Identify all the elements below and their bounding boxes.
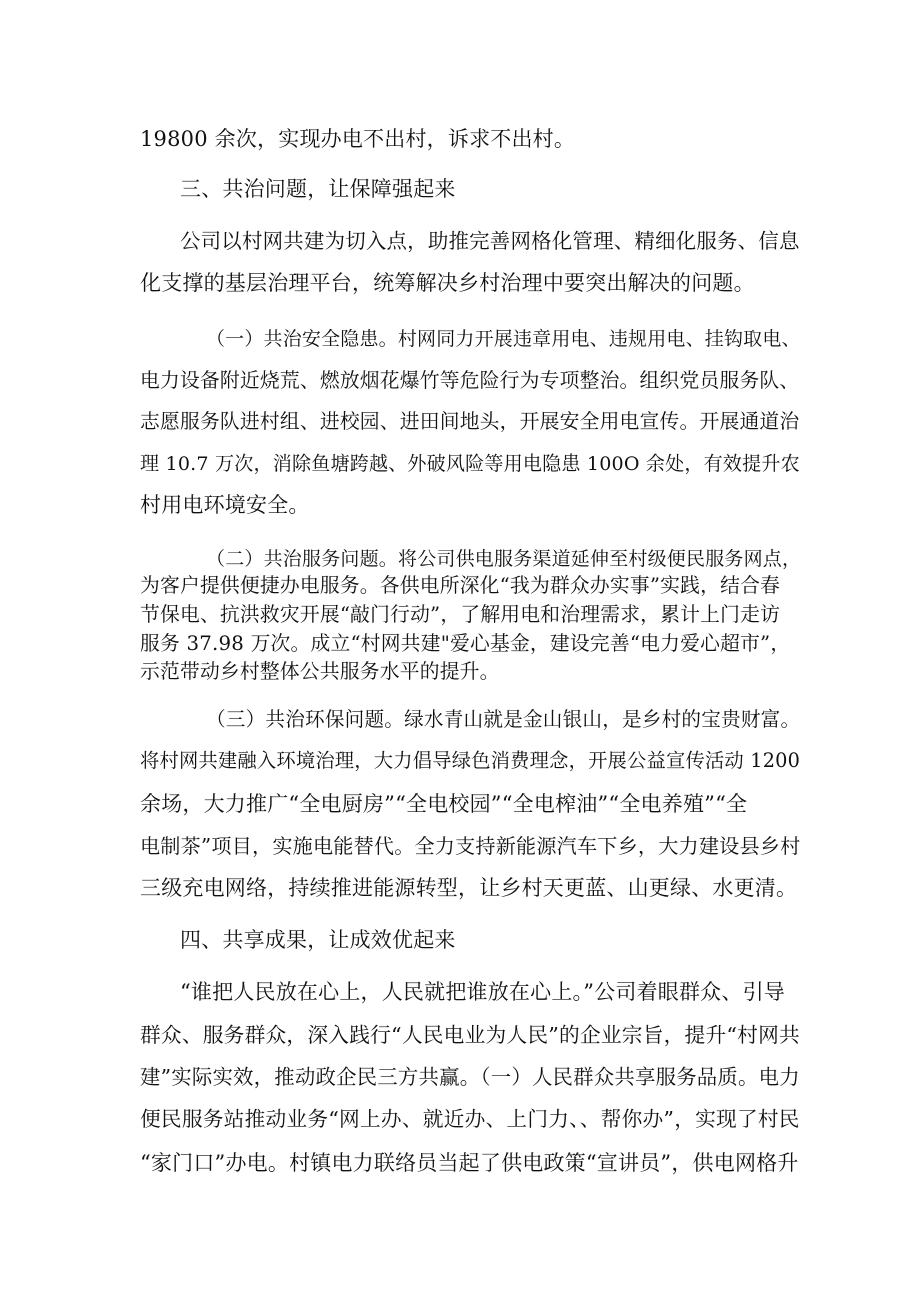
- text-line: （三）共治环保问题。绿水青山就是金山银山，是乡村的宝贵财富。: [206, 708, 801, 731]
- text-line: 理 10.7 万次，消除鱼塘跨越、外破风险等用电隐患 100O 余处，有效提升农: [140, 453, 800, 475]
- text-line: “谁把人民放在心上，人民就把谁放在心上。”公司着眼群众、引导: [180, 980, 785, 1004]
- text-line: 三级充电网络，持续推进能源转型，让乡村天更蓝、山更绿、水更清。: [140, 876, 798, 900]
- section-heading: 四、共享成果，让成效优起来: [180, 928, 456, 952]
- text-line: 节保电、抗洪救灾开展“敲门行动”，了解用电和治理需求，累计上门走访: [140, 603, 781, 626]
- text-line: 余场，大力推广“全电厨房”“全电校园”“全电榨油”“全电养殖”“全: [140, 792, 748, 816]
- text-line: 建”实际实效，推动政企民三方共赢。（一）人民群众共享服务品质。电力: [140, 1065, 800, 1089]
- section-heading: 三、共治问题，让保障强起来: [180, 177, 456, 201]
- text-line: 便民服务站推动业务“网上办、就近办、上门力、、帮你办”，实现了村民: [140, 1107, 800, 1131]
- text-line: “家门口”办电。村镇电力联络员当起了供电政策“宣讲员”，供电网格升: [140, 1151, 799, 1175]
- text-line: 公司以村网共建为切入点，助推完善网格化管理、精细化服务、信息: [180, 229, 800, 253]
- text-line: 化支撑的基层治理平台，统筹解决乡村治理中要突出解决的问题。: [140, 271, 755, 295]
- text-line: 群众、服务群众，深入践行“人民电业为人民”的企业宗旨，提升“村网共: [140, 1023, 800, 1047]
- text-line: 电制茶”项目，实施电能替代。全力支持新能源汽车下乡，大力建设县乡村: [140, 834, 801, 858]
- text-line: 为客户提供便捷办电服务。各供电所深化“我为群众办实事”实践，结合春: [140, 574, 781, 597]
- text-line: （二）共治服务问题。将公司供电服务渠道延伸至村级便民服务网点，: [206, 548, 802, 570]
- text-line: 服务 37.98 万次。成立“村网共建"爱心基金，建设完善“电力爱心超市”，: [140, 632, 791, 655]
- text-line: 志愿服务队进村组、进校园、进田间地头，开展安全用电宣传。开展通道治: [140, 410, 800, 433]
- text-line: 村用电环境安全。: [140, 493, 310, 517]
- text-line: 将村网共建融入环境治理，大力倡导绿色消费理念，开展公益宣传活动 1200: [140, 749, 801, 772]
- text-line: 19800 余次，实现办电不出村，诉求不出村。: [140, 127, 576, 151]
- text-line: 电力设备附近烧荒、燃放烟花爆竹等危险行为专项整治。组织党员服务队、: [140, 369, 800, 392]
- text-line: 示范带动乡村整体公共服务水平的提升。: [140, 660, 500, 683]
- text-line: （一）共治安全隐患。村网同力开展违章用电、违规用电、挂钩取电、: [206, 328, 801, 350]
